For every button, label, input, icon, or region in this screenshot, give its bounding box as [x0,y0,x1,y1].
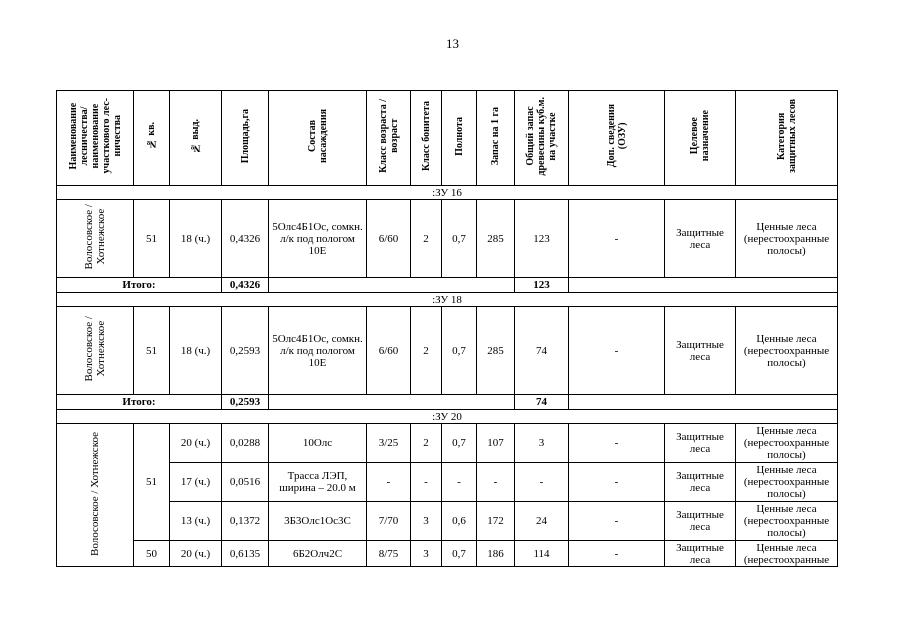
table-row [57,200,838,278]
header-stock-total: Общий запас древесины куб.м. на участке [515,91,569,186]
header-row [57,91,838,186]
header-kv: № кв. [134,91,170,186]
section-title: :ЗУ 18 [57,293,838,307]
cell-bonitet: 3 [411,541,442,567]
cell-purpose: Защитные леса [665,541,736,567]
cell-composition: 5Олс4Б1Ос, сомкн. л/к под пологом 10Е [269,307,367,395]
cell-vyd: 20 (ч.) [170,424,222,463]
cell-purpose: Защитные леса [665,463,736,502]
section-title-row [57,293,838,307]
header-age-class: Класс возраста / возраст [367,91,411,186]
cell-density: 0,7 [442,307,477,395]
cell-stock-ha: 285 [477,200,515,278]
cell-composition: Трасса ЛЭП, ширина – 20.0 м [269,463,367,502]
section-title: :ЗУ 20 [57,410,838,424]
total-area: 0,2593 [222,395,269,410]
cell-category: Ценные леса (нерестоохранные полосы) [736,200,838,278]
cell-stock-ha: 172 [477,502,515,541]
forestry-name: Волосовское / Хотнежское [57,200,134,278]
cell-composition: 5Олс4Б1Ос, сомкн. л/к под пологом 10Е [269,200,367,278]
total-label: Итого: [57,395,222,410]
cell-age: 7/70 [367,502,411,541]
forestry-name: Волосовское / Хотнежское [57,307,134,395]
cell-purpose: Защитные леса [665,424,736,463]
forest-plots-table [56,90,838,567]
cell-vyd: 20 (ч.) [170,541,222,567]
cell-stock-total: 3 [515,424,569,463]
cell-ozu: - [569,200,665,278]
cell-age: 8/75 [367,541,411,567]
cell-bonitet: - [411,463,442,502]
cell-composition: 3Б3Олс1Ос3С [269,502,367,541]
cell-ozu: - [569,502,665,541]
total-spacer [269,395,515,410]
cell-ozu: - [569,541,665,567]
cell-bonitet: 2 [411,200,442,278]
cell-composition: 6Б2Олч2С [269,541,367,567]
header-category: Категория защитных лесов [736,91,838,186]
section-title-row [57,186,838,200]
table-row [57,541,838,567]
cell-stock-ha: 107 [477,424,515,463]
total-stock: 74 [515,395,569,410]
cell-ozu: - [569,463,665,502]
cell-category: Ценные леса (нерестоохранные полосы) [736,424,838,463]
header-ozu: Доп. сведения (ОЗУ) [569,91,665,186]
cell-category: Ценные леса (нерестоохранные полосы) [736,463,838,502]
cell-kv: 51 [134,200,170,278]
cell-vyd: 18 (ч.) [170,307,222,395]
header-density: Полнота [442,91,477,186]
cell-stock-total: 123 [515,200,569,278]
cell-stock-ha: 285 [477,307,515,395]
total-stock: 123 [515,278,569,293]
section-title-row [57,410,838,424]
cell-bonitet: 2 [411,424,442,463]
cell-ozu: - [569,307,665,395]
table-row [57,307,838,395]
cell-bonitet: 2 [411,307,442,395]
cell-stock-total: 114 [515,541,569,567]
cell-purpose: Защитные леса [665,307,736,395]
header-area: Площадь,га [222,91,269,186]
cell-age: 6/60 [367,200,411,278]
cell-density: 0,7 [442,541,477,567]
cell-age: 6/60 [367,307,411,395]
page-number: 13 [446,36,459,51]
cell-kv: 51 [134,424,170,541]
header-bonitet: Класс бонитета [411,91,442,186]
total-row [57,278,838,293]
cell-bonitet: 3 [411,502,442,541]
total-spacer [569,278,838,293]
cell-vyd: 17 (ч.) [170,463,222,502]
cell-kv: 51 [134,307,170,395]
cell-density: 0,6 [442,502,477,541]
cell-vyd: 18 (ч.) [170,200,222,278]
header-stock-per-ha: Запас на 1 га [477,91,515,186]
header-purpose: Целевое назначение [665,91,736,186]
total-area: 0,4326 [222,278,269,293]
cell-kv: 50 [134,541,170,567]
cell-stock-ha: - [477,463,515,502]
header-composition: Состав насаждения [269,91,367,186]
cell-density: 0,7 [442,424,477,463]
cell-ozu: - [569,424,665,463]
table-row [57,502,838,541]
total-spacer [269,278,515,293]
cell-purpose: Защитные леса [665,200,736,278]
header-forestry: Наименование лесничества/ наименование участкового лес- ничества [57,91,134,186]
header-vyd: № выд. [170,91,222,186]
cell-vyd: 13 (ч.) [170,502,222,541]
cell-density: - [442,463,477,502]
cell-stock-total: - [515,463,569,502]
cell-area: 0,0288 [222,424,269,463]
cell-category: Ценные леса (нерестоохранные полосы) [736,502,838,541]
cell-stock-total: 74 [515,307,569,395]
total-spacer [569,395,838,410]
cell-category: Ценные леса (нерестоохранные полосы) [736,307,838,395]
cell-area: 0,6135 [222,541,269,567]
total-row [57,395,838,410]
cell-composition: 10Олс [269,424,367,463]
cell-stock-ha: 186 [477,541,515,567]
cell-area: 0,0516 [222,463,269,502]
cell-age: - [367,463,411,502]
cell-area: 0,4326 [222,200,269,278]
total-label: Итого: [57,278,222,293]
table-row [57,424,838,463]
forestry-name: Волосовское / Хотнежское [57,424,134,567]
section-title: :ЗУ 16 [57,186,838,200]
cell-area: 0,2593 [222,307,269,395]
cell-stock-total: 24 [515,502,569,541]
cell-density: 0,7 [442,200,477,278]
cell-area: 0,1372 [222,502,269,541]
cell-purpose: Защитные леса [665,502,736,541]
cell-category: Ценные леса (нерестоохранные [736,541,838,567]
cell-age: 3/25 [367,424,411,463]
table-row [57,463,838,502]
